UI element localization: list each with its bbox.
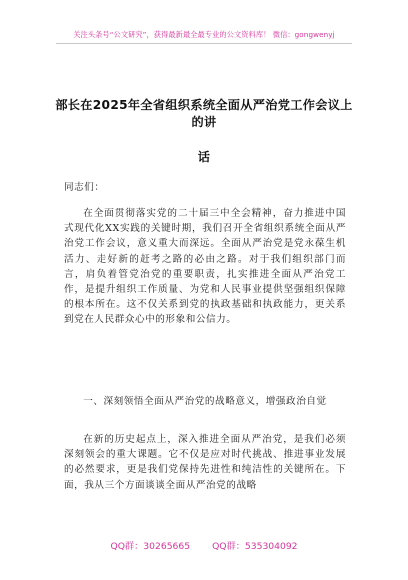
footer-contact: [0, 538, 408, 552]
document-title: 部长在2025年全省组织系统全面从严治党工作会议上的讲: [55, 98, 353, 129]
body-paragraph-1: 在全面贯彻落实党的二十届三中全会精神，奋力推进中国式现代化XX实践的关键时期，我们召开全省组织系统全面从严治党工作会议，意义重大而深远。全面从严治党是党永葆生机活力、走好新的赶考之路的必由之路。对于我们组织部门而言，肩负着管党治党的重要职责，扎实推进全面从严治党工作，是提升组织工作质量、为党和人民事业提供坚强组织保障的根本所在。这不仅关系到党的执政基础和执政能力，更关系到党在人民群众心中的形象和公信力。: [64, 208, 346, 326]
section-heading-1: 一、深刻领悟全面从严治党的战略意义，增强政治自觉: [83, 396, 327, 407]
qq-group-1: QQ群：30265665: [110, 541, 191, 552]
promo-banner: 关注头条号“公文研究”，获得最新最全最专业的公文资料库！ 微信：gongwenyj: [73, 30, 335, 39]
header-divider: [56, 43, 352, 44]
body-paragraph-2: 在新的历史起点上，深入推进全面从严治党，是我们必须深刻领会的重大课题。它不仅是应对时代挑战、推进事业发展的必然要求，更是我们党保持先进性和纯洁性的关键所在。下面，我从三个方面谈谈全面从严治党的战略: [64, 434, 346, 491]
qq-group-2: QQ群：535304092: [212, 541, 298, 552]
salutation: 同志们：: [64, 182, 105, 193]
document-title-continuation: 话: [197, 150, 211, 164]
